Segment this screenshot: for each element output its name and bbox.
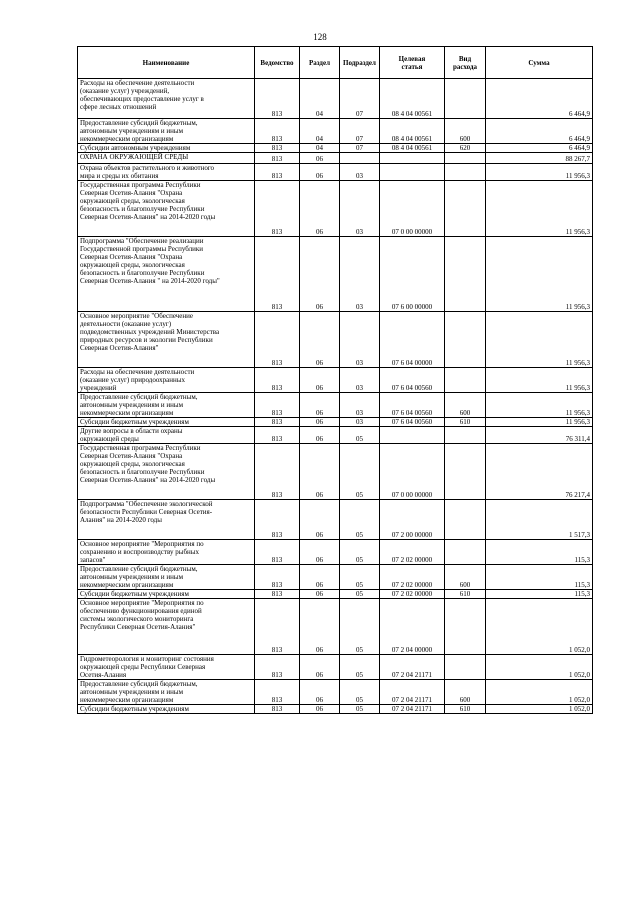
cell-statya: 07 2 00 00000 — [380, 500, 445, 540]
cell-statya: 08 4 04 00561 — [380, 119, 445, 144]
cell-name: Гидрометеорология и мониторинг состояния окружающей среды Республики Северная Осетия-Алания — [78, 655, 255, 680]
header-vid: Вид расхода — [445, 47, 486, 79]
cell-statya: 07 0 00 00000 — [380, 181, 445, 237]
cell-vid: 610 — [445, 418, 486, 427]
cell-summa: 6 464,9 — [486, 144, 593, 153]
cell-ved: 813 — [255, 540, 300, 565]
cell-podrazdel: 03 — [340, 312, 380, 368]
cell-vid — [445, 655, 486, 680]
cell-statya: 07 2 02 00000 — [380, 565, 445, 590]
cell-razdel: 06 — [300, 444, 340, 500]
cell-vid — [445, 444, 486, 500]
table-row — [78, 418, 593, 427]
table-row — [78, 181, 593, 237]
cell-vid — [445, 599, 486, 655]
table-row — [78, 500, 593, 540]
table-row — [78, 119, 593, 144]
cell-vid — [445, 427, 486, 444]
cell-summa: 76 311,4 — [486, 427, 593, 444]
cell-name: Подпрограмма "Обеспечение экологической безопасности Республики Северная Осетия- Алания" на 2014-2020 годы — [78, 500, 255, 540]
cell-razdel: 06 — [300, 181, 340, 237]
cell-statya: 07 6 04 00000 — [380, 312, 445, 368]
cell-name: Основное мероприятие "Мероприятия по обеспечению функционирования единой системы экологического мониторинга Республики Северная Осетия-Алания" — [78, 599, 255, 655]
cell-summa: 1 052,0 — [486, 705, 593, 714]
cell-ved: 813 — [255, 565, 300, 590]
cell-razdel: 06 — [300, 500, 340, 540]
cell-podrazdel: 05 — [340, 540, 380, 565]
cell-razdel: 06 — [300, 164, 340, 181]
cell-vid: 600 — [445, 393, 486, 418]
cell-ved: 813 — [255, 427, 300, 444]
table-row — [78, 79, 593, 119]
cell-razdel: 04 — [300, 119, 340, 144]
cell-razdel: 04 — [300, 79, 340, 119]
cell-name: Предоставление субсидий бюджетным, автономным учреждениям и иным некоммерческим организациям — [78, 119, 255, 144]
cell-summa: 11 956,3 — [486, 368, 593, 393]
cell-statya — [380, 427, 445, 444]
cell-statya: 07 2 04 21171 — [380, 680, 445, 705]
cell-vid: 600 — [445, 565, 486, 590]
table-row — [78, 144, 593, 153]
cell-vid — [445, 540, 486, 565]
table-row — [78, 368, 593, 393]
cell-ved: 813 — [255, 599, 300, 655]
table-row — [78, 590, 593, 599]
cell-statya: 07 2 02 00000 — [380, 590, 445, 599]
table-row — [78, 153, 593, 164]
cell-statya: 07 0 00 00000 — [380, 444, 445, 500]
cell-vid: 610 — [445, 590, 486, 599]
cell-podrazdel: 03 — [340, 164, 380, 181]
cell-vid — [445, 237, 486, 312]
cell-name: Государственная программа Республики Северная Осетия-Алания "Охрана окружающей среды, экологическая безопасность и благополучие Республики Северная Осетия-Алания" на 2014-2020 годы — [78, 181, 255, 237]
cell-razdel: 06 — [300, 237, 340, 312]
table-row — [78, 680, 593, 705]
cell-podrazdel: 05 — [340, 655, 380, 680]
cell-razdel: 06 — [300, 540, 340, 565]
cell-summa: 1 052,0 — [486, 680, 593, 705]
cell-podrazdel: 05 — [340, 565, 380, 590]
cell-podrazdel: 05 — [340, 590, 380, 599]
cell-statya: 07 2 04 21171 — [380, 655, 445, 680]
cell-statya: 07 2 02 00000 — [380, 540, 445, 565]
cell-podrazdel: 07 — [340, 119, 380, 144]
table-row — [78, 565, 593, 590]
cell-vid: 610 — [445, 705, 486, 714]
cell-summa: 115,3 — [486, 565, 593, 590]
table-row — [78, 444, 593, 500]
cell-statya: 07 6 04 00560 — [380, 393, 445, 418]
cell-ved: 813 — [255, 680, 300, 705]
header-name: Наименование — [78, 47, 255, 79]
cell-ved: 813 — [255, 655, 300, 680]
cell-ved: 813 — [255, 444, 300, 500]
cell-razdel: 06 — [300, 418, 340, 427]
cell-ved: 813 — [255, 164, 300, 181]
cell-summa: 1 052,0 — [486, 655, 593, 680]
cell-podrazdel: 03 — [340, 368, 380, 393]
cell-statya: 07 2 04 21171 — [380, 705, 445, 714]
budget-table — [77, 46, 593, 714]
cell-summa: 76 217,4 — [486, 444, 593, 500]
cell-summa: 11 956,3 — [486, 418, 593, 427]
table-body — [78, 79, 593, 714]
cell-vid: 600 — [445, 680, 486, 705]
cell-razdel: 06 — [300, 312, 340, 368]
cell-razdel: 06 — [300, 655, 340, 680]
cell-ved: 813 — [255, 590, 300, 599]
cell-razdel: 06 — [300, 427, 340, 444]
cell-razdel: 06 — [300, 680, 340, 705]
cell-name: Предоставление субсидий бюджетным, автономным учреждениям и иным некоммерческим организациям — [78, 565, 255, 590]
cell-name: Государственная программа Республики Северная Осетия-Алания "Охрана окружающей среды, экологическая безопасность и благополучие Республики Северная Осетия-Алания" на 2014-2020 годы — [78, 444, 255, 500]
cell-podrazdel: 05 — [340, 705, 380, 714]
cell-podrazdel: 05 — [340, 599, 380, 655]
header-vedomstvo: Ведомство — [255, 47, 300, 79]
cell-podrazdel: 07 — [340, 144, 380, 153]
header-razdel: Раздел — [300, 47, 340, 79]
cell-razdel: 06 — [300, 705, 340, 714]
table-row — [78, 164, 593, 181]
cell-vid — [445, 153, 486, 164]
cell-razdel: 06 — [300, 590, 340, 599]
table-header-row — [78, 47, 593, 79]
cell-ved: 813 — [255, 79, 300, 119]
cell-ved: 813 — [255, 181, 300, 237]
cell-name: Расходы на обеспечение деятельности (оказание услуг) природоохранных учреждений — [78, 368, 255, 393]
cell-ved: 813 — [255, 144, 300, 153]
cell-podrazdel: 05 — [340, 427, 380, 444]
cell-statya: 08 4 04 00561 — [380, 79, 445, 119]
cell-podrazdel: 05 — [340, 680, 380, 705]
cell-ved: 813 — [255, 368, 300, 393]
cell-podrazdel: 05 — [340, 444, 380, 500]
cell-podrazdel: 03 — [340, 181, 380, 237]
cell-name: Подпрограмма "Обеспечение реализации Государственной программы Республики Северная Осетия-Алания "Охрана окружающей среды, экологическая безопасность и благополучие Республики Северная Осетия-Алания " на 2014-2020 годы" — [78, 237, 255, 312]
header-statya: Целевая статья — [380, 47, 445, 79]
cell-statya — [380, 153, 445, 164]
cell-statya: 07 6 04 00560 — [380, 368, 445, 393]
cell-summa: 11 956,3 — [486, 164, 593, 181]
cell-razdel: 06 — [300, 393, 340, 418]
cell-vid — [445, 500, 486, 540]
cell-statya: 07 6 00 00000 — [380, 237, 445, 312]
cell-name: Основное мероприятие "Мероприятия по сохранению и воспроизводству рыбных запасов" — [78, 540, 255, 565]
cell-summa: 6 464,9 — [486, 79, 593, 119]
cell-podrazdel: 03 — [340, 393, 380, 418]
header-summa: Сумма — [486, 47, 593, 79]
table-row — [78, 427, 593, 444]
cell-name: Субсидии бюджетным учреждениям — [78, 705, 255, 714]
cell-podrazdel: 03 — [340, 237, 380, 312]
cell-podrazdel: 03 — [340, 418, 380, 427]
cell-summa: 115,3 — [486, 590, 593, 599]
cell-razdel: 06 — [300, 599, 340, 655]
cell-name: ОХРАНА ОКРУЖАЮЩЕЙ СРЕДЫ — [78, 153, 255, 164]
cell-summa: 11 956,3 — [486, 237, 593, 312]
cell-razdel: 06 — [300, 368, 340, 393]
table-row — [78, 393, 593, 418]
cell-podrazdel: 05 — [340, 500, 380, 540]
cell-ved: 813 — [255, 393, 300, 418]
cell-name: Субсидии автономным учреждениям — [78, 144, 255, 153]
cell-statya: 08 4 04 00561 — [380, 144, 445, 153]
cell-vid: 600 — [445, 119, 486, 144]
cell-name: Субсидии бюджетным учреждениям — [78, 590, 255, 599]
table-row — [78, 655, 593, 680]
cell-statya — [380, 164, 445, 181]
cell-ved: 813 — [255, 705, 300, 714]
table-row — [78, 705, 593, 714]
cell-vid — [445, 181, 486, 237]
cell-name: Субсидии бюджетным учреждениям — [78, 418, 255, 427]
cell-razdel: 06 — [300, 565, 340, 590]
table-row — [78, 237, 593, 312]
cell-ved: 813 — [255, 153, 300, 164]
cell-ved: 813 — [255, 418, 300, 427]
cell-ved: 813 — [255, 237, 300, 312]
table-row — [78, 312, 593, 368]
cell-vid — [445, 312, 486, 368]
cell-summa: 11 956,3 — [486, 181, 593, 237]
cell-razdel: 04 — [300, 144, 340, 153]
cell-statya: 07 6 04 00560 — [380, 418, 445, 427]
cell-name: Предоставление субсидий бюджетным, автономным учреждениям и иным некоммерческим организациям — [78, 393, 255, 418]
cell-vid — [445, 164, 486, 181]
cell-razdel: 06 — [300, 153, 340, 164]
cell-name: Другие вопросы в области охраны окружающей среды — [78, 427, 255, 444]
cell-vid — [445, 79, 486, 119]
cell-ved: 813 — [255, 312, 300, 368]
cell-summa: 88 267,7 — [486, 153, 593, 164]
cell-ved: 813 — [255, 119, 300, 144]
cell-name: Предоставление субсидий бюджетным, автономным учреждениям и иным некоммерческим организациям — [78, 680, 255, 705]
cell-summa: 11 956,3 — [486, 393, 593, 418]
cell-podrazdel: 07 — [340, 79, 380, 119]
cell-summa: 11 956,3 — [486, 312, 593, 368]
cell-ved: 813 — [255, 500, 300, 540]
table-row — [78, 540, 593, 565]
cell-vid — [445, 368, 486, 393]
cell-name: Расходы на обеспечение деятельности (оказание услуг) учреждений, обеспечивающих предоставление услуг в сфере лесных отношений — [78, 79, 255, 119]
cell-statya: 07 2 04 00000 — [380, 599, 445, 655]
cell-summa: 1 052,0 — [486, 599, 593, 655]
cell-name: Основное мероприятие "Обеспечение деятельности (оказание услуг) подведомственных учреждений Министерства природных ресурсов и экологии Республики Северная Осетия-Алания" — [78, 312, 255, 368]
header-podrazdel: Подраздел — [340, 47, 380, 79]
cell-name: Охрана объектов растительного и животного мира и среды их обитания — [78, 164, 255, 181]
table-row — [78, 599, 593, 655]
cell-summa: 6 464,9 — [486, 119, 593, 144]
page-number: 128 — [313, 32, 327, 42]
cell-podrazdel — [340, 153, 380, 164]
cell-summa: 1 517,3 — [486, 500, 593, 540]
cell-summa: 115,3 — [486, 540, 593, 565]
cell-vid: 620 — [445, 144, 486, 153]
